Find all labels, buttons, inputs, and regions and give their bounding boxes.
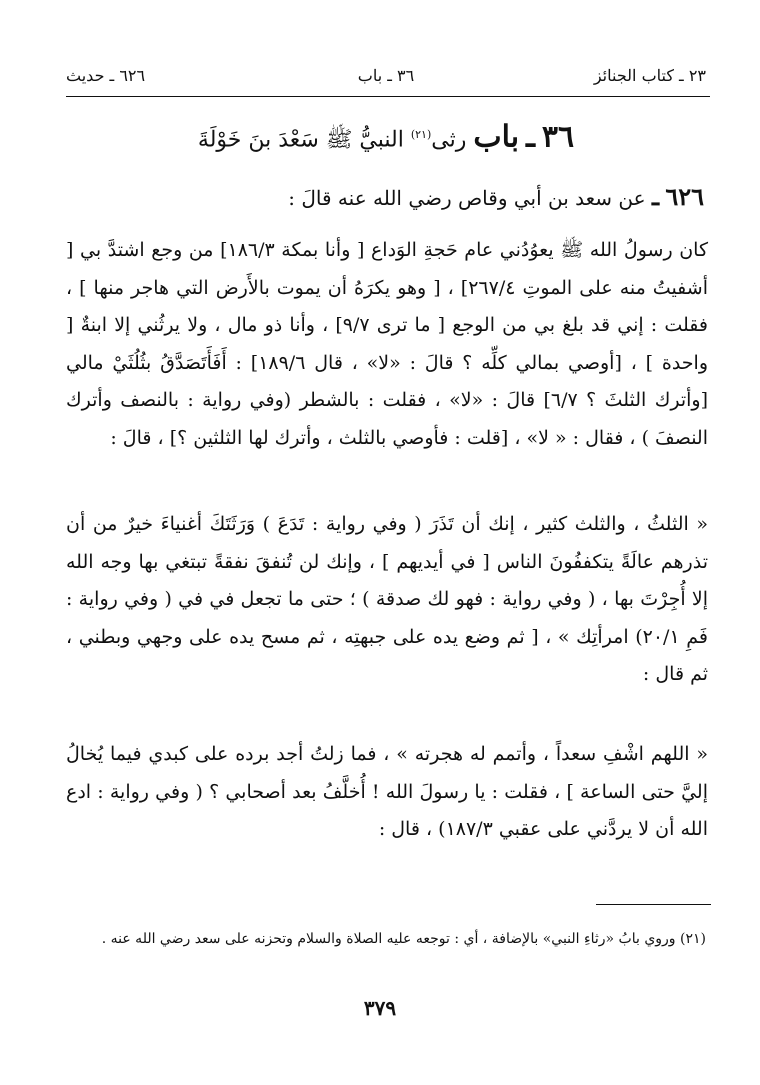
header-chapter: ٣٦ ـ باب — [357, 66, 415, 85]
hadith-dash: ـ — [651, 182, 659, 211]
hadith-number: ٦٢٦ — [665, 182, 704, 211]
header-divider — [66, 96, 710, 97]
hadith-paragraph-1: كان رسولُ الله ﷺ يعوُدُني عام حَجةِ الوَداع [ وأنا بمكة ١٨٦/٣] من وجع اشتدَّ بي [ أشفيتُ منه على الموتِ ٢٦٧/٤] ، [ وهو يكرَهُ أن يموت بالأَرض التي هاجر منها ] ، فقلت : إني قد بلغ بي من الوجع [ ما ترى ٩/٧] ، وأنا ذو مال ، ولا يرثُني إلا ابنةٌ [ واحدة ] ، [أوصي بمالي كلِّه ؟ قالَ : «لا» ، قال ١٨٩/٦] : أَفَأَتَصَدَّقُ بثُلُثَيْ مالي [وأترك الثلثَ ؟ ٦/٧] قالَ : «لا» ، فقلت : بالشطر (وفي رواية : بالنصف وأترك النصفَ ) ، فقال : « لا» ، [قلت : فأوصي بالثلث ، وأترك لها الثلثين ؟] ، قالَ : — [66, 239, 708, 449]
header-hadith-number: ٦٢٦ ـ حديث — [66, 66, 146, 85]
footnote-divider — [596, 904, 711, 905]
chapter-text-after-note: النبيُّ ﷺ سَعْدَ بنَ خَوْلَةَ — [197, 127, 404, 153]
hadith-paragraph-3: « اللهم اشْفِ سعداً ، وأتمم له هجرته » ، فما زلتُ أجد برده على كبدي فيما يُخالُ إليَّ حتى الساعة ] ، فقلت : يا رسولَ الله ! أُخلَّفُ بعد أصحابي ؟ ( وفي رواية : ادع الله أن لا يردَّني على عقبي ١٨٧/٣) ، قال : — [66, 743, 708, 840]
chapter-dash: ـ — [526, 119, 535, 155]
hadith-intro — [66, 180, 704, 215]
chapter-footnote-ref: (٢١) — [410, 128, 432, 141]
header-book-title: ٢٣ ـ كتاب الجنائز — [593, 66, 706, 85]
footnote: (٢١) وروي بابُ «رثاءِ النبي» بالإضافة ، أي : توجعه عليه الصلاة والسلام وتحزنه على سعد رضي الله عنه . — [101, 931, 706, 947]
hadith-intro-text: عن سعد بن أبي وقاص رضي الله عنه قالَ : — [288, 186, 646, 210]
running-header — [66, 62, 706, 92]
chapter-word: باب — [473, 119, 520, 155]
chapter-text-before-note: رثى — [431, 127, 467, 153]
chapter-number: ٣٦ — [541, 119, 575, 155]
hadith-paragraph-2: « الثلثُ ، والثلث كثير ، إنك أن تَذَرَ ( وفي رواية : تَدَعَ ) وَرَثَتَكَ أغنياءَ خيرٌ من أن تذرهم عالَةً يتكففُونَ الناس [ في أيديهم ] ، وإنك لن تُنفقَ نفقةً تبتغي بها وجه الله إلا أُجِرْتَ بها ، ( وفي رواية : فهو لك صدقة ) ؛ حتى ما تجعل في في ( وفي رواية : فَمِ ٢٠/١) امرأتِك » ، [ ثم وضع يده على جبهتِه ، ثم مسح يده على وجهي وبطني ، ثم قال : — [66, 513, 708, 685]
chapter-title — [66, 118, 706, 157]
page-number: ٣٧٩ — [363, 996, 397, 1020]
